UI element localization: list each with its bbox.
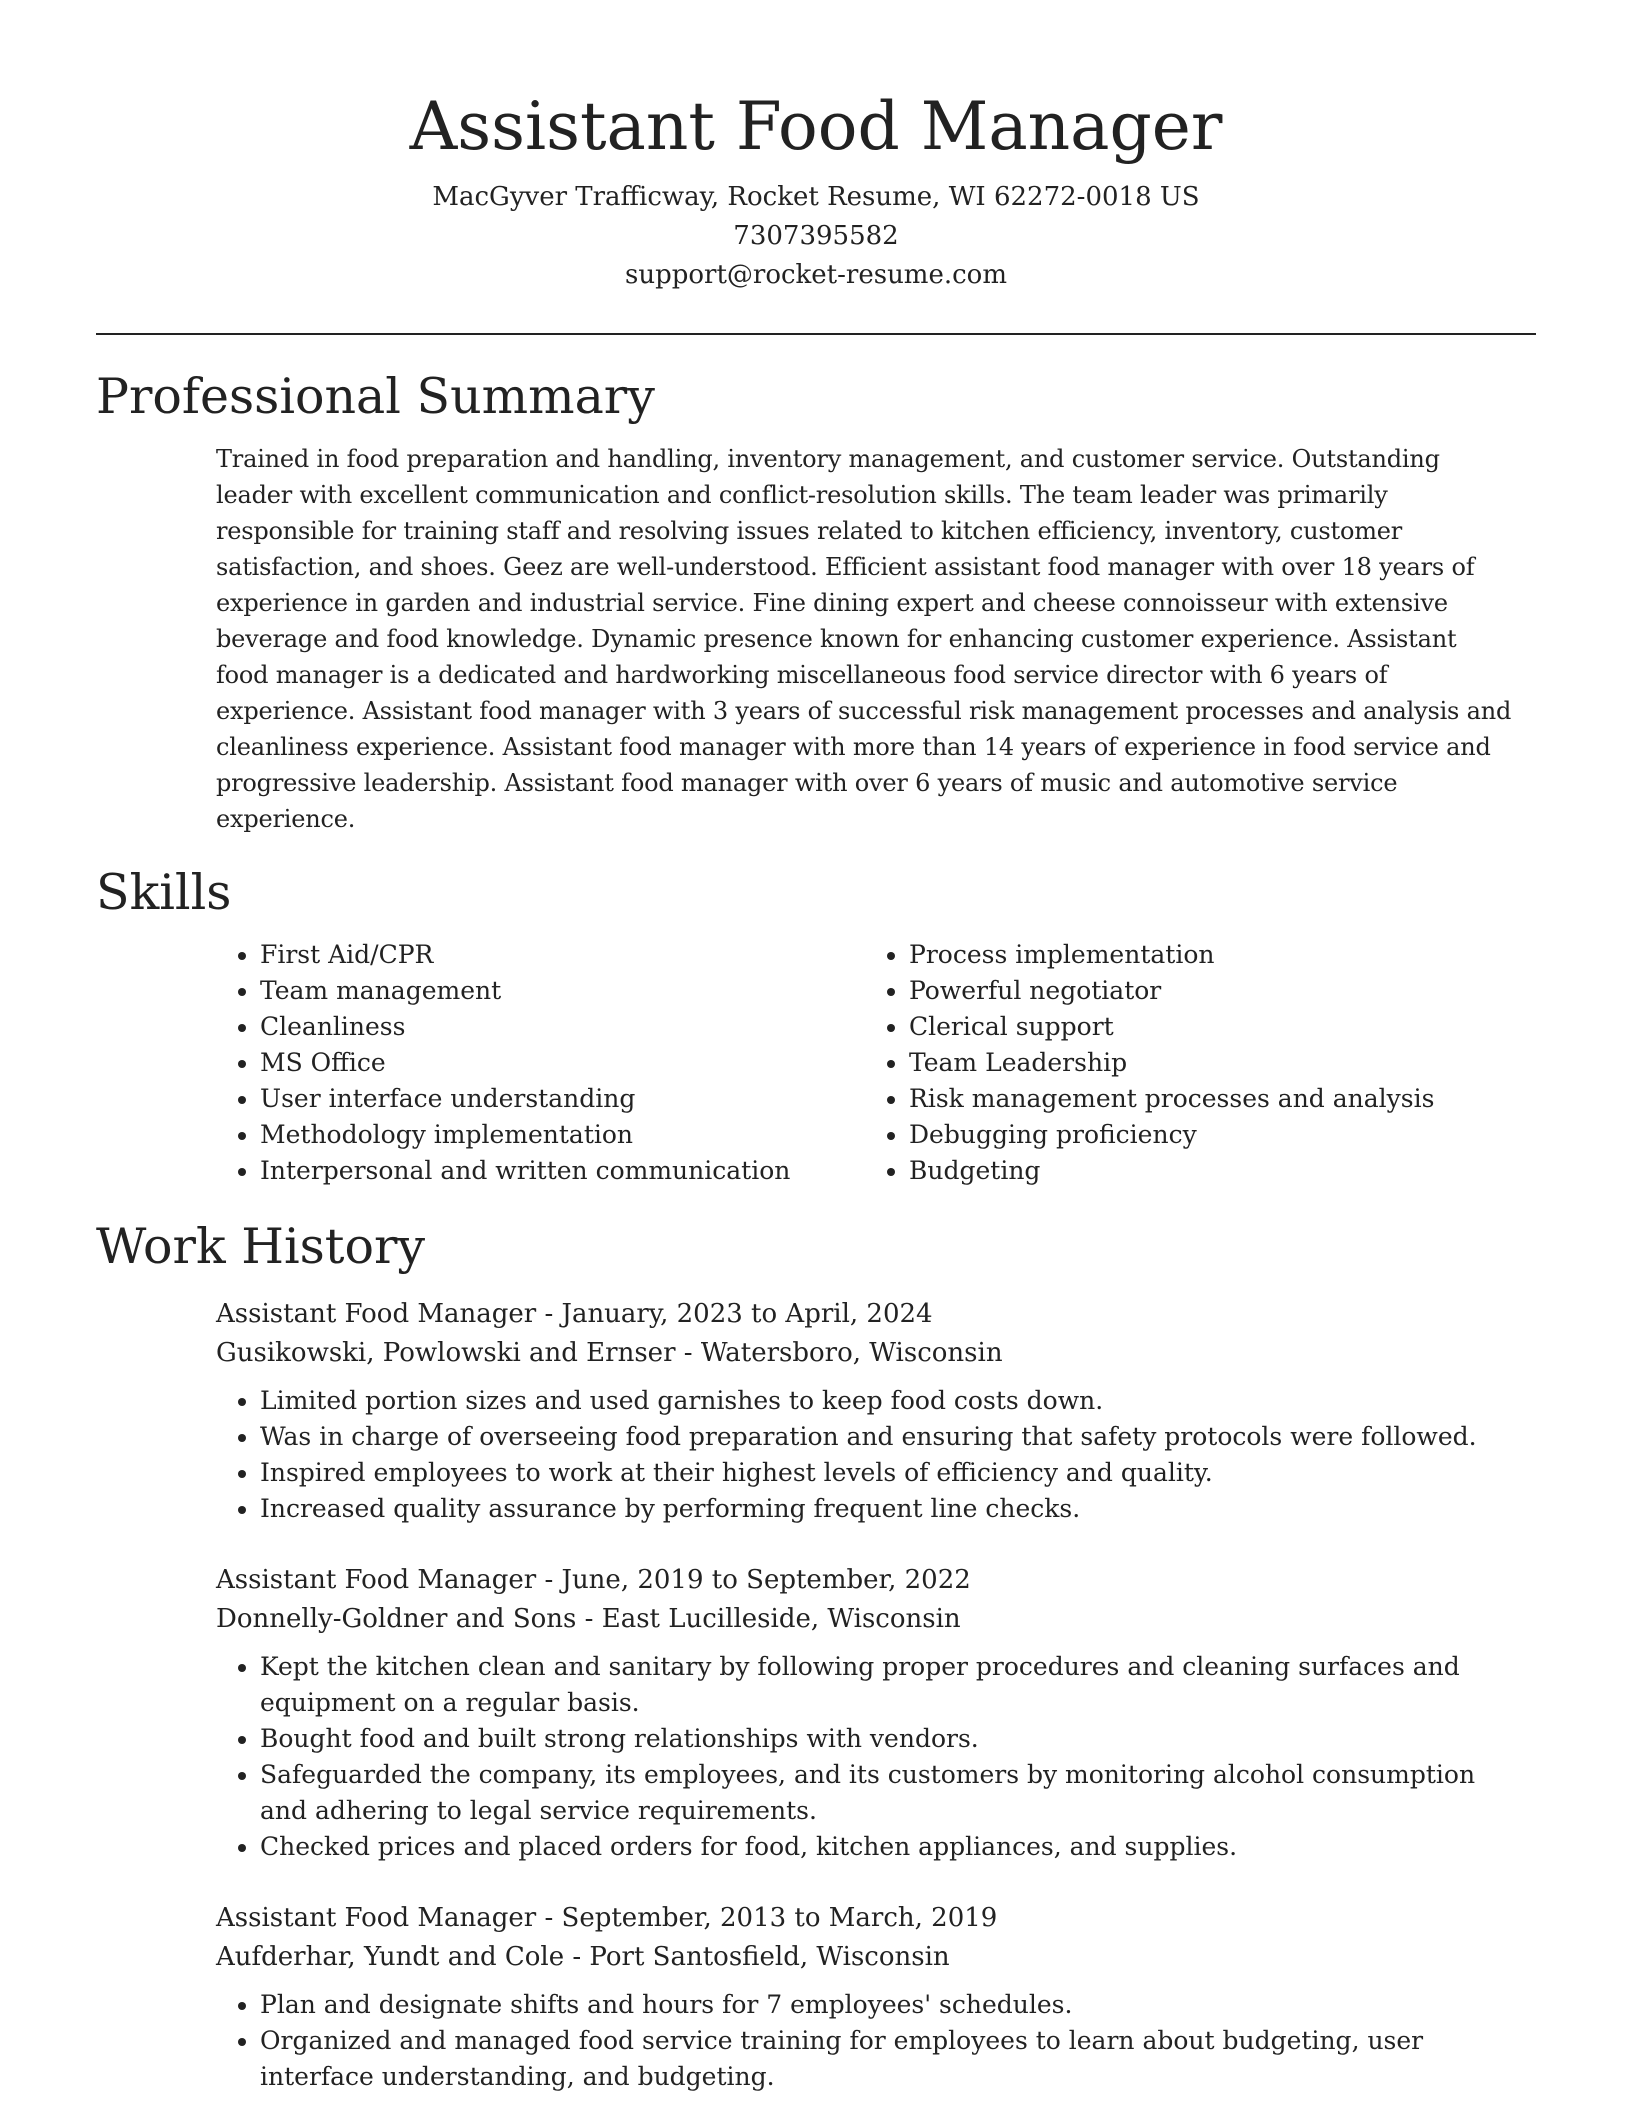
- skills-list-left: [216, 937, 865, 1189]
- job-bullets: [216, 1649, 1516, 1865]
- job-dates: - June, 2019 to September, 2022: [536, 1565, 971, 1595]
- job-bullet: • Limited portion sizes and used garnishes to keep food costs down.: [260, 1383, 1516, 1419]
- job-bullet: • Increased quality assurance by performing frequent line checks.: [260, 1491, 1516, 1527]
- job-company: Aufderhar, Yundt and Cole: [216, 1942, 565, 1972]
- skill-item: • Process implementation: [909, 937, 1509, 973]
- job-bullet: • Kept the kitchen clean and sanitary by following proper procedures and cleaning surfaces and equipment on a regular basis.: [260, 1649, 1516, 1721]
- resume-header: [96, 0, 1536, 295]
- summary-section: [96, 365, 1536, 837]
- contact-info: [96, 178, 1536, 295]
- skill-item: • First Aid/CPR: [260, 937, 865, 973]
- job-title: Assistant Food Manager: [216, 1903, 537, 1933]
- job-bullet: • Safeguarded the company, its employees, and its customers by monitoring alcohol consumption and adhering to legal service requirements.: [260, 1757, 1516, 1829]
- summary-text: Trained in food preparation and handling, inventory management, and customer service. Outstanding leader with excellent communication and conflict-resolution skills. The team leader was primarily responsible for training staff and resolving issues related to kitchen efficiency, inventory, customer satisfaction, and shoes. Geez are well-understood. Efficient assistant food manager with over 18 years of experience in garden and industrial service. Fine dining expert and cheese connoisseur with extensive beverage and food knowledge. Dynamic presence known for enhancing customer experience. Assistant food manager is a dedicated and hardworking miscellaneous food service director with 6 years of experience. Assistant food manager with 3 years of successful risk management processes and analysis and cleanliness experience. Assistant food manager with more than 14 years of experience in food service and progressive leadership. Assistant food manager with over 6 years of music and automotive service experience.: [216, 445, 1512, 833]
- skill-item: • Risk management processes and analysis: [909, 1081, 1509, 1117]
- header-divider: [96, 333, 1536, 335]
- job-bullets: [216, 1383, 1516, 1527]
- job-bullet: • Bought food and built strong relationships with vendors.: [260, 1721, 1516, 1757]
- contact-address: MacGyver Trafficway, Rocket Resume, WI 62272-0018 US: [432, 182, 1200, 212]
- job-bullet: • Organized and managed food service training for employees to learn about budgeting, user interface understanding, and budgeting.: [260, 2023, 1516, 2095]
- skill-item: • Debugging proficiency: [909, 1117, 1509, 1153]
- job-dates: - September, 2013 to March, 2019: [536, 1903, 998, 1933]
- job-bullets: [216, 1987, 1516, 2095]
- job-location: - East Lucilleside, Wisconsin: [576, 1604, 961, 1634]
- job-title: Assistant Food Manager: [216, 1299, 537, 1329]
- resume-page: [96, 0, 1536, 2095]
- skill-item: • Interpersonal and written communication: [260, 1153, 865, 1189]
- job-company: Donnelly-Goldner and Sons: [216, 1604, 577, 1634]
- skill-item: • Cleanliness: [260, 1009, 865, 1045]
- job-entry: [216, 1899, 1516, 2095]
- job-entry: [216, 1295, 1516, 1527]
- job-dates: - January, 2023 to April, 2024: [536, 1299, 933, 1329]
- job-title-line: [216, 1561, 1516, 1600]
- skills-grid: [216, 937, 1516, 1189]
- job-location: - Watersboro, Wisconsin: [675, 1338, 1003, 1368]
- skill-item: • User interface understanding: [260, 1081, 865, 1117]
- contact-phone: 7307395582: [733, 221, 899, 251]
- job-title-line: [216, 1899, 1516, 1938]
- skills-heading: Skills: [96, 864, 232, 921]
- job-entry: [216, 1561, 1516, 1865]
- work-history-section: [96, 1215, 1536, 2095]
- job-title: Assistant Food Manager: [216, 1565, 537, 1595]
- job-bullet: • Inspired employees to work at their highest levels of efficiency and quality.: [260, 1455, 1516, 1491]
- skill-item: • Methodology implementation: [260, 1117, 865, 1153]
- job-location: - Port Santosfield, Wisconsin: [564, 1942, 950, 1972]
- job-company-line: [216, 1938, 1516, 1977]
- candidate-name: Assistant Food Manager: [409, 88, 1223, 165]
- skill-item: • Powerful negotiator: [909, 973, 1509, 1009]
- job-bullet: • Was in charge of overseeing food preparation and ensuring that safety protocols were followed.: [260, 1419, 1516, 1455]
- skill-item: • Team management: [260, 973, 865, 1009]
- job-company-line: [216, 1334, 1516, 1373]
- work-history-heading: Work History: [96, 1218, 426, 1275]
- skill-item: • Clerical support: [909, 1009, 1509, 1045]
- job-company-line: [216, 1600, 1516, 1639]
- job-title-line: [216, 1295, 1516, 1334]
- job-bullet: • Plan and designate shifts and hours for 7 employees' schedules.: [260, 1987, 1516, 2023]
- skills-list-right: [865, 937, 1509, 1189]
- skill-item: • Budgeting: [909, 1153, 1509, 1189]
- job-company: Gusikowski, Powlowski and Ernser: [216, 1338, 676, 1368]
- skill-item: • MS Office: [260, 1045, 865, 1081]
- skills-section: [96, 861, 1536, 1189]
- job-bullet: • Checked prices and placed orders for food, kitchen appliances, and supplies.: [260, 1829, 1516, 1865]
- summary-heading: Professional Summary: [96, 368, 655, 425]
- skill-item: • Team Leadership: [909, 1045, 1509, 1081]
- contact-email: support@rocket-resume.com: [624, 260, 1007, 290]
